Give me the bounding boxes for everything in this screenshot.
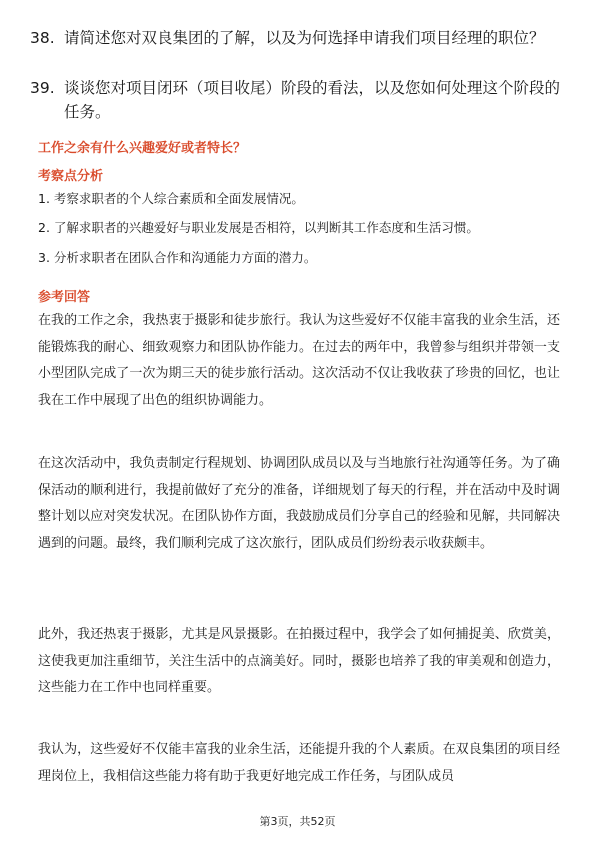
question-number: 39. xyxy=(30,79,55,97)
page-footer: 第3页，共52页 xyxy=(259,815,336,828)
answer-paragraph: 此外，我还热衷于摄影，尤其是风景摄影。在拍摄过程中，我学会了如何捕捉美、欣赏美，这使我更加注重细节，关注生活中的点滴美好。同时，摄影也培养了我的审美观和创造力，这些能力在工作中也同样重要。 xyxy=(38,627,560,696)
analysis-item: 3. 分析求职者在团队合作和沟通能力方面的潜力。 xyxy=(38,250,317,265)
answer-paragraph: 我认为，这些爱好不仅能丰富我的业余生活，还能提升我的个人素质。在双良集团的项目经理岗位上，我相信这些能力将有助于我更好地完成工作任务，与团队成员 xyxy=(38,742,560,784)
answer-title: 参考回答 xyxy=(38,290,91,305)
question-39 xyxy=(30,76,570,124)
analysis-item: 2. 了解求职者的兴趣爱好与职业发展是否相符，以判断其工作态度和生活习惯。 xyxy=(38,220,479,235)
answer-paragraph: 在这次活动中，我负责制定行程规划、协调团队成员以及与当地旅行社沟通等任务。为了确保活动的顺利进行，我提前做好了充分的准备，详细规划了每天的行程，并在活动中及时调整计划以应对突发状况。在团队协作方面，我鼓励成员们分享自己的经验和见解，共同解决遇到的问题。最终，我们顺利完成了这次旅行，团队成员们纷纷表示收获颇丰。 xyxy=(38,456,560,551)
question-number: 38. xyxy=(30,29,55,47)
question-text: 请简述您对双良集团的了解，以及为何选择申请我们项目经理的职位？ xyxy=(64,29,545,47)
question-38 xyxy=(30,26,570,50)
answer-paragraph: 在我的工作之余，我热衷于摄影和徒步旅行。我认为这些爱好不仅能丰富我的业余生活，还能锻炼我的耐心、细致观察力和团队协作能力。在过去的两年中，我曾参与组织并带领一支小型团队完成了一次为期三天的徒步旅行活动。这次活动不仅让我收获了珍贵的回忆，也让我在工作中展现了出色的组织协调能力。 xyxy=(38,313,560,408)
analysis-item: 1. 考察求职者的个人综合素质和全面发展情况。 xyxy=(38,191,304,206)
analysis-title: 考察点分析 xyxy=(38,169,104,184)
question-text: 谈谈您对项目闭环（项目收尾）阶段的看法，以及您如何处理这个阶段的任务。 xyxy=(64,79,561,121)
section-title: 工作之余有什么兴趣爱好或者特长？ xyxy=(38,141,247,156)
